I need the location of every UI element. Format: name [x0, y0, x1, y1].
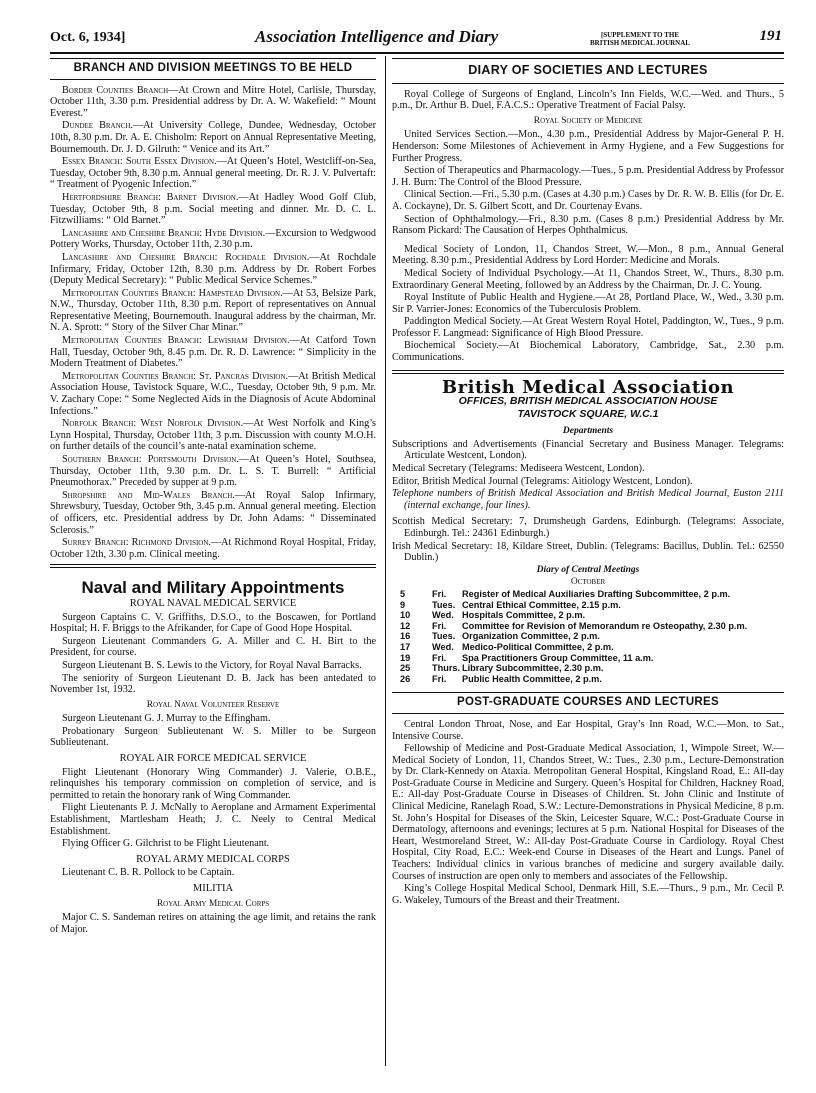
departments-heading: Departments — [562, 426, 614, 437]
appointment-entry: Flight Lieutenant (Honorary Wing Commander) J. Valerie, O.B.E., relinquishes his temporary commission on completion of service, and is permitted to retain the honorary rank of Wing Commander. — [50, 766, 376, 801]
society-entry: Royal Institute of Public Health and Hygiene.—At 28, Portland Place, W., Wed., 3.30 p.m. Sir P. Varrier-Jones: Economics of the Tuberculosis Problem. — [392, 292, 784, 315]
meeting-day: 25 — [400, 663, 411, 674]
ramc-list — [50, 867, 376, 879]
meeting-details: .—At Queen’s Hotel, Westcliff-on-Sea, Tuesday, October 9th, 8.30 p.m. Annual general meeting. Dr. R. J. V. Pulvertaft: “ Treatment of Pyogenic Infection.” — [50, 156, 376, 191]
branch-name: Metropolitan Counties Branch: Lewisham Division — [62, 335, 287, 347]
central-meetings-heading: Diary of Central Meetings — [536, 564, 640, 575]
branch-name: Border Counties Branch — [62, 84, 169, 96]
branch-name: Shropshire and Mid-Wales Branch — [62, 489, 233, 501]
scottish-secretary: Scottish Medical Secretary: 7, Drumsheugh Gardens, Edinburgh. (Telegrams: Associate, Edinburgh. Tel.: 24361 Edinburgh.) — [392, 516, 784, 539]
branch-name: Hertfordshire Branch: Barnet Division — [62, 191, 236, 203]
society-entry: Medical Society of Individual Psychology.—At 11, Chandos Street, W., Thurs., 8.30 p.m. Extraordinary General Meeting, followed by an Address by the Chairman, Dr. J. C. Young. — [392, 267, 784, 291]
meeting-description: Committee for Revision of Memorandum re Osteopathy, 2.30 p.m. — [462, 620, 748, 631]
branch-meeting-entry — [50, 490, 376, 536]
branch-name: Metropolitan Counties Branch: St. Pancras Division — [62, 370, 286, 382]
meeting-details: .—Excursion to Wedgwood Pottery Works, Thursday, October 11th, 2.30 p.m. — [50, 227, 376, 251]
bma-title: British Medical Association — [441, 376, 735, 398]
appointment-entry: Surgeon Captains C. V. Griffiths, D.S.O., to the Boscawen, for Portland Hospital; H. F. Briggs to the Afrikander, for Cape of Good Hope Hospital. — [50, 611, 376, 635]
department-entry: Editor, British Medical Journal (Telegrams: Aitiology Westcent, London). — [392, 475, 693, 487]
page-number: 191 — [759, 28, 782, 44]
appointment-entry: The seniority of Surgeon Lieutenant D. B. Jack has been antedated to November 1st, 1932. — [50, 672, 376, 696]
rsm-section-entry: Section of Ophthalmology.—Fri., 8.30 p.m. (Cases 8 p.m.) Presidential Address by Mr. Ransom Pickard: The Causation of Herpes Ophthalmicus. — [392, 213, 784, 237]
meeting-weekday: Fri. — [432, 588, 447, 599]
meeting-day: 10 — [400, 610, 411, 621]
branch-meeting-entry — [50, 537, 376, 560]
society-entry: Medical Society of London, 11, Chandos Street, W.—Mon., 8 p.m., Annual General Meeting. 8.30 p.m., Presidential Address by Lord Horder: Medicine and Morals. — [392, 243, 784, 267]
meeting-day: 5 — [400, 588, 406, 599]
meeting-details: .—At Royal Salop Infirmary, Shrewsbury, Tuesday, October 9th, 3.45 p.m. Annual general meeting. Election of officers, etc. Presidential address by Dr. John Adams: “ Disseminated Sclerosis.” — [50, 489, 376, 536]
meeting-description: Medico-Political Committee, 2 p.m. — [462, 641, 614, 652]
page-header — [50, 26, 784, 52]
meeting-day: 9 — [400, 599, 406, 610]
meeting-details: .—At 53, Belsize Park, N.W., Thursday, October 11th, 8.30 p.m. Report of representatives on Annual Representative Meeting, Bournemouth. Inaugural address by the chairman, Mr. N. A. Sprott: “ Story of the Silver Char Minar.” — [50, 287, 376, 334]
raf-heading: ROYAL AIR FORCE MEDICAL SERVICE — [119, 753, 307, 765]
raf-list — [50, 767, 376, 850]
rsm-heading: Royal Society of Medicine — [533, 115, 643, 126]
section-divider — [392, 370, 784, 374]
meeting-details: .—At British Medical Association House, Tavistock Square, W.C., Tuesday, October 9th, 9 p.m. Mr. V. Zachary Cope: “ Some Neglected Aids in the Diagnosis of Acute Abdominal Infections.” — [50, 370, 376, 417]
rsm-section-entry: Section of Therapeutics and Pharmacology.—Tues., 5 p.m. Presidential Address by Professor J. H. Burn: The Control of the Blood Pressure. — [392, 165, 784, 188]
irish-secretary: Irish Medical Secretary: 18, Kildare Street, Dublin. (Telegrams: Bacillus, Dublin. Tel.: 62550 Dublin.) — [392, 540, 784, 564]
right-column — [392, 56, 784, 907]
supplement-label: [SUPPLEMENT TO THE BRITISH MEDICAL JOURNAL — [590, 31, 690, 47]
department-entry: Subscriptions and Advertisements (Financial Secretary and Business Manager. Telegrams: Articulate Westcent, London). — [392, 438, 784, 462]
meeting-row — [400, 631, 780, 642]
meeting-row — [400, 663, 780, 674]
bma-address-line1: OFFICES, BRITISH MEDICAL ASSOCIATION HOUSE — [458, 395, 718, 408]
appointment-entry: Surgeon Lieutenant B. S. Lewis to the Victory, for Royal Naval Barracks. — [62, 659, 362, 671]
branch-meeting-entry — [50, 85, 376, 120]
appointment-entry: Probationary Surgeon Sublieutenant W. S. Miller to be Surgeon Sublieutenant. — [50, 725, 376, 749]
meeting-weekday: Fri. — [432, 620, 447, 631]
postgrad-list — [392, 719, 784, 907]
header-rule — [50, 52, 784, 54]
meeting-description: Public Health Committee, 2 p.m. — [462, 673, 602, 684]
left-column — [50, 56, 376, 936]
rnms-list — [50, 612, 376, 696]
meeting-day: 17 — [400, 641, 411, 652]
appointment-entry: Flying Officer G. Gilchrist to be Flight Lieutenant. — [62, 838, 270, 850]
naval-section-title: Naval and Military Appointments — [81, 578, 345, 598]
appointment-entry: Major C. S. Sandeman retires on attaining the age limit, and retains the rank of Major. — [50, 912, 376, 935]
diary-section-title: DIARY OF SOCIETIES AND LECTURES — [392, 58, 784, 84]
meeting-details: .—At Catford Town Hall, Tuesday, October 9th, 8.45 p.m. Dr. R. D. Lawrence: “ Simplicity in the Modern Treatment of Diabetes.” — [50, 335, 376, 370]
meeting-details: .—At Queen’s Hotel, Southsea, Thursday, October 11th, 9.30 p.m. Dr. L. S. T. Burrell: “ Artificial Pneumothorax.” Preceded by supper at 9 p.m. — [50, 454, 376, 489]
meeting-row — [400, 621, 780, 632]
meeting-row — [400, 600, 780, 611]
appointment-entry: Flight Lieutenants P. J. McNally to Aeroplane and Armament Experimental Establishment, Martlesham Heath; J. C. Neely to Central Medical Establishment. — [50, 802, 376, 837]
branch-meeting-entry — [50, 120, 376, 155]
branch-meeting-entry — [50, 228, 376, 251]
section-divider — [50, 564, 376, 568]
branch-meeting-entry — [50, 156, 376, 191]
meeting-details: .—At West Norfolk and King’s Lynn Hospital, Thursday, October 11th, 3 p.m. Discussion with county M.O.H. on further details of the council’s ante-natal examination scheme. — [50, 418, 376, 453]
meeting-description: Library Subcommittee, 2.30 p.m. — [462, 663, 604, 674]
branch-meeting-entry — [50, 288, 376, 334]
meeting-weekday: Wed. — [432, 641, 454, 652]
telephone-line: Telephone numbers of British Medical Association and British Medical Journal, Euston 2111 (internal exchange, four lines). — [392, 488, 784, 511]
society-entry: Paddington Medical Society.—At Great Western Royal Hotel, Paddington, W., Tues., 9 p.m. Professor F. Langmead: Significance of High Blood Pressure. — [392, 316, 784, 339]
meeting-weekday: Thurs. — [432, 663, 461, 674]
branch-section-title: BRANCH AND DIVISION MEETINGS TO BE HELD — [50, 58, 376, 80]
militia-heading: MILITIA — [192, 883, 234, 894]
meeting-details: .—At Hadley Wood Golf Club, Tuesday, October 9th, 8 p.m. Social meeting and dinner. Mr. D. C. L. Fitzwilliams: “ Old Barnet.” — [50, 191, 377, 227]
branch-meeting-entry — [50, 192, 376, 227]
meeting-row — [400, 674, 780, 685]
column-divider — [385, 56, 386, 1066]
meeting-row — [400, 610, 780, 621]
branch-name: Essex Branch: South Essex Division — [62, 156, 215, 168]
branch-name: Lancashire and Cheshire Branch: Hyde Division — [62, 227, 263, 239]
branch-name: Metropolitan Counties Branch: Hampstead Division — [62, 287, 281, 299]
meeting-weekday: Fri. — [432, 673, 447, 684]
rnvr-heading: Royal Naval Volunteer Reserve — [146, 699, 280, 710]
meeting-day: 16 — [400, 631, 411, 642]
rsm-list — [392, 129, 784, 236]
appointment-entry: Surgeon Lieutenant Commanders G. A. Miller and C. H. Birt to the President, for course. — [50, 635, 376, 659]
meeting-weekday: Tues. — [432, 599, 456, 610]
departments-list — [392, 439, 784, 487]
ramc-heading: ROYAL ARMY MEDICAL CORPS — [136, 853, 290, 865]
bma-address-line2: TAVISTOCK SQUARE, W.C.1 — [517, 408, 659, 421]
meeting-details: .—At Rochdale Infirmary, Friday, October 12th, 8.30 p.m. Address by Dr. Robert Forbes (Deputy Medical Secretary): “ Public Medical Service Schemes.” — [50, 251, 376, 287]
meeting-description: Hospitals Committee, 2 p.m. — [462, 610, 586, 621]
branch-name: Norfolk Branch: West Norfolk Division — [62, 418, 241, 430]
meeting-weekday: Tues. — [432, 631, 456, 642]
meeting-description: Spa Practitioners Group Committee, 11 a.m. — [462, 652, 654, 663]
meeting-details: —At Crown and Mitre Hotel, Carlisle, Thursday, October 11th, 3.30 p.m. Presidential address by Dr. A. W. Wakefield: “ Mount Everest.” — [50, 84, 376, 119]
societies-list — [392, 244, 784, 364]
meeting-row — [400, 642, 780, 653]
rsm-section-entry: United Services Section.—Mon., 4.30 p.m., Presidential Address by Major-General P. H. Henderson: Some Milestones of Achievement in Army Hygiene, and a Few Suggestions for Further Progress. — [392, 129, 784, 164]
appointment-entry: Lieutenant C. B. R. Pollock to be Captain. — [62, 867, 235, 879]
central-meetings-table — [400, 589, 780, 684]
meeting-row — [400, 653, 780, 664]
branch-meeting-entry — [50, 335, 376, 370]
militia-subheading: Royal Army Medical Corps — [156, 898, 270, 909]
society-entry: Biochemical Society.—At Biochemical Laboratory, Cambridge, Sat., 2.30 p.m. Communications. — [392, 340, 784, 364]
meeting-details: .—At Richmond Royal Hospital, Friday, October 12th, 3.30 p.m. Clinical meeting. — [50, 537, 376, 560]
issue-date: Oct. 6, 1934] — [50, 30, 126, 45]
meeting-description: Organization Committee, 2 p.m. — [462, 631, 600, 642]
rnms-heading: ROYAL NAVAL MEDICAL SERVICE — [129, 597, 297, 609]
month-label: October — [570, 577, 606, 588]
meeting-day: 12 — [400, 620, 411, 631]
meeting-description: Central Ethical Committee, 2.15 p.m. — [462, 599, 621, 610]
branch-meeting-entry — [50, 371, 376, 417]
meeting-weekday: Wed. — [432, 610, 454, 621]
branch-name: Lancashire and Cheshire Branch: Rochdale Division — [62, 251, 307, 263]
branch-meeting-entry — [50, 252, 376, 287]
postgrad-entry: Fellowship of Medicine and Post-Graduate Medical Association, 1, Wimpole Street, W.—Medical Society of London, 11, Chandos Street, W.: Tues., 2.30 p.m., Lecture-Demonstration by Dr. Clark-Kennedy on Ataxia. Metropolitan General Hospital, Kingsland Road, E.: All-day Post-Graduate Course in Medicine and Surgery. Queen’s Hospital for Children, Hackney Road, E.: All-day Post-Graduate Course in Diseases of Children. St. John Clinic and Institute of Clinical Medicine, Ranelagh Road, S.W.: Lecture-Demonstrations in Physical Medicine, 8 p.m. St. John’s Hospital for Diseases of the Skin, Leicester Square, W.C.: Post-Graduate Course in Dermatology, afternoons and evenings; lectures at 5 p.m. National Hospital for Diseases of the Heart, Westmoreland Street, W.: All-day Post-Graduate Course in Cardiology. Royal Chest Hospital, City Road, E.C.: Week-end Course in Diseases of the Heart and Lungs. Panel of Teachers: Individual clinics in various branches of medicine and surgery available daily. Courses of instruction are open only to members and associates of the Fellowship. — [392, 743, 784, 882]
meeting-description: Register of Medical Auxiliaries Drafting Subcommittee, 2 p.m. — [462, 588, 731, 599]
branch-meeting-entry — [50, 418, 376, 453]
branch-meeting-entry — [50, 454, 376, 489]
meeting-day: 19 — [400, 652, 411, 663]
meeting-weekday: Fri. — [432, 652, 447, 663]
appointment-entry: Surgeon Lieutenant G. J. Murray to the Effingham. — [62, 713, 271, 725]
branch-name: Dundee Branch — [62, 120, 131, 132]
meeting-day: 26 — [400, 673, 411, 684]
branch-meetings-list — [50, 85, 376, 561]
rsm-section-entry: Clinical Section.—Fri., 5.30 p.m. (Cases at 4.30 p.m.) Cases by Dr. R. W. B. Ellis (for Dr. E. A. Cockayne), Dr. S. Gilbert Scott, and Dr. Courtenay Evans. — [392, 189, 784, 212]
postgrad-section-title: POST-GRADUATE COURSES AND LECTURES — [392, 692, 784, 714]
rcs-entry: Royal College of Surgeons of England, Lincoln’s Inn Fields, W.C.—Wed. and Thurs., 5 p.m., Dr. Arthur B. Duel, F.A.C.S.: Operative Treatment of Facial Palsy. — [392, 88, 784, 112]
militia-list — [50, 912, 376, 935]
meeting-row — [400, 589, 780, 600]
branch-name: Southern Branch: Portsmouth Division — [62, 454, 237, 465]
running-title: Association Intelligence and Diary — [255, 27, 499, 46]
postgrad-entry: Central London Throat, Nose, and Ear Hospital, Gray’s Inn Road, W.C.—Mon. to Sat., Intensive Course. — [392, 718, 784, 742]
department-entry: Medical Secretary (Telegrams: Mediseera Westcent, London). — [392, 463, 645, 475]
meeting-details: .—At University College, Dundee, Wednesday, October 10th, 8.30 p.m. Dr. A. E. Chisholm: Report on Annual Representative Meeting, Bournemouth. Dr. J. D. Gilruth: “ Venice and its Art.” — [50, 120, 377, 155]
branch-name: Surrey Branch: Richmond Division — [62, 537, 209, 549]
rnvr-list — [50, 713, 376, 749]
postgrad-entry: King’s College Hospital Medical School, Denmark Hill, S.E.—Thurs., 9 p.m., Mr. Cecil P. G. Wakeley, Tumours of the Breast and their Treatment. — [392, 883, 784, 906]
